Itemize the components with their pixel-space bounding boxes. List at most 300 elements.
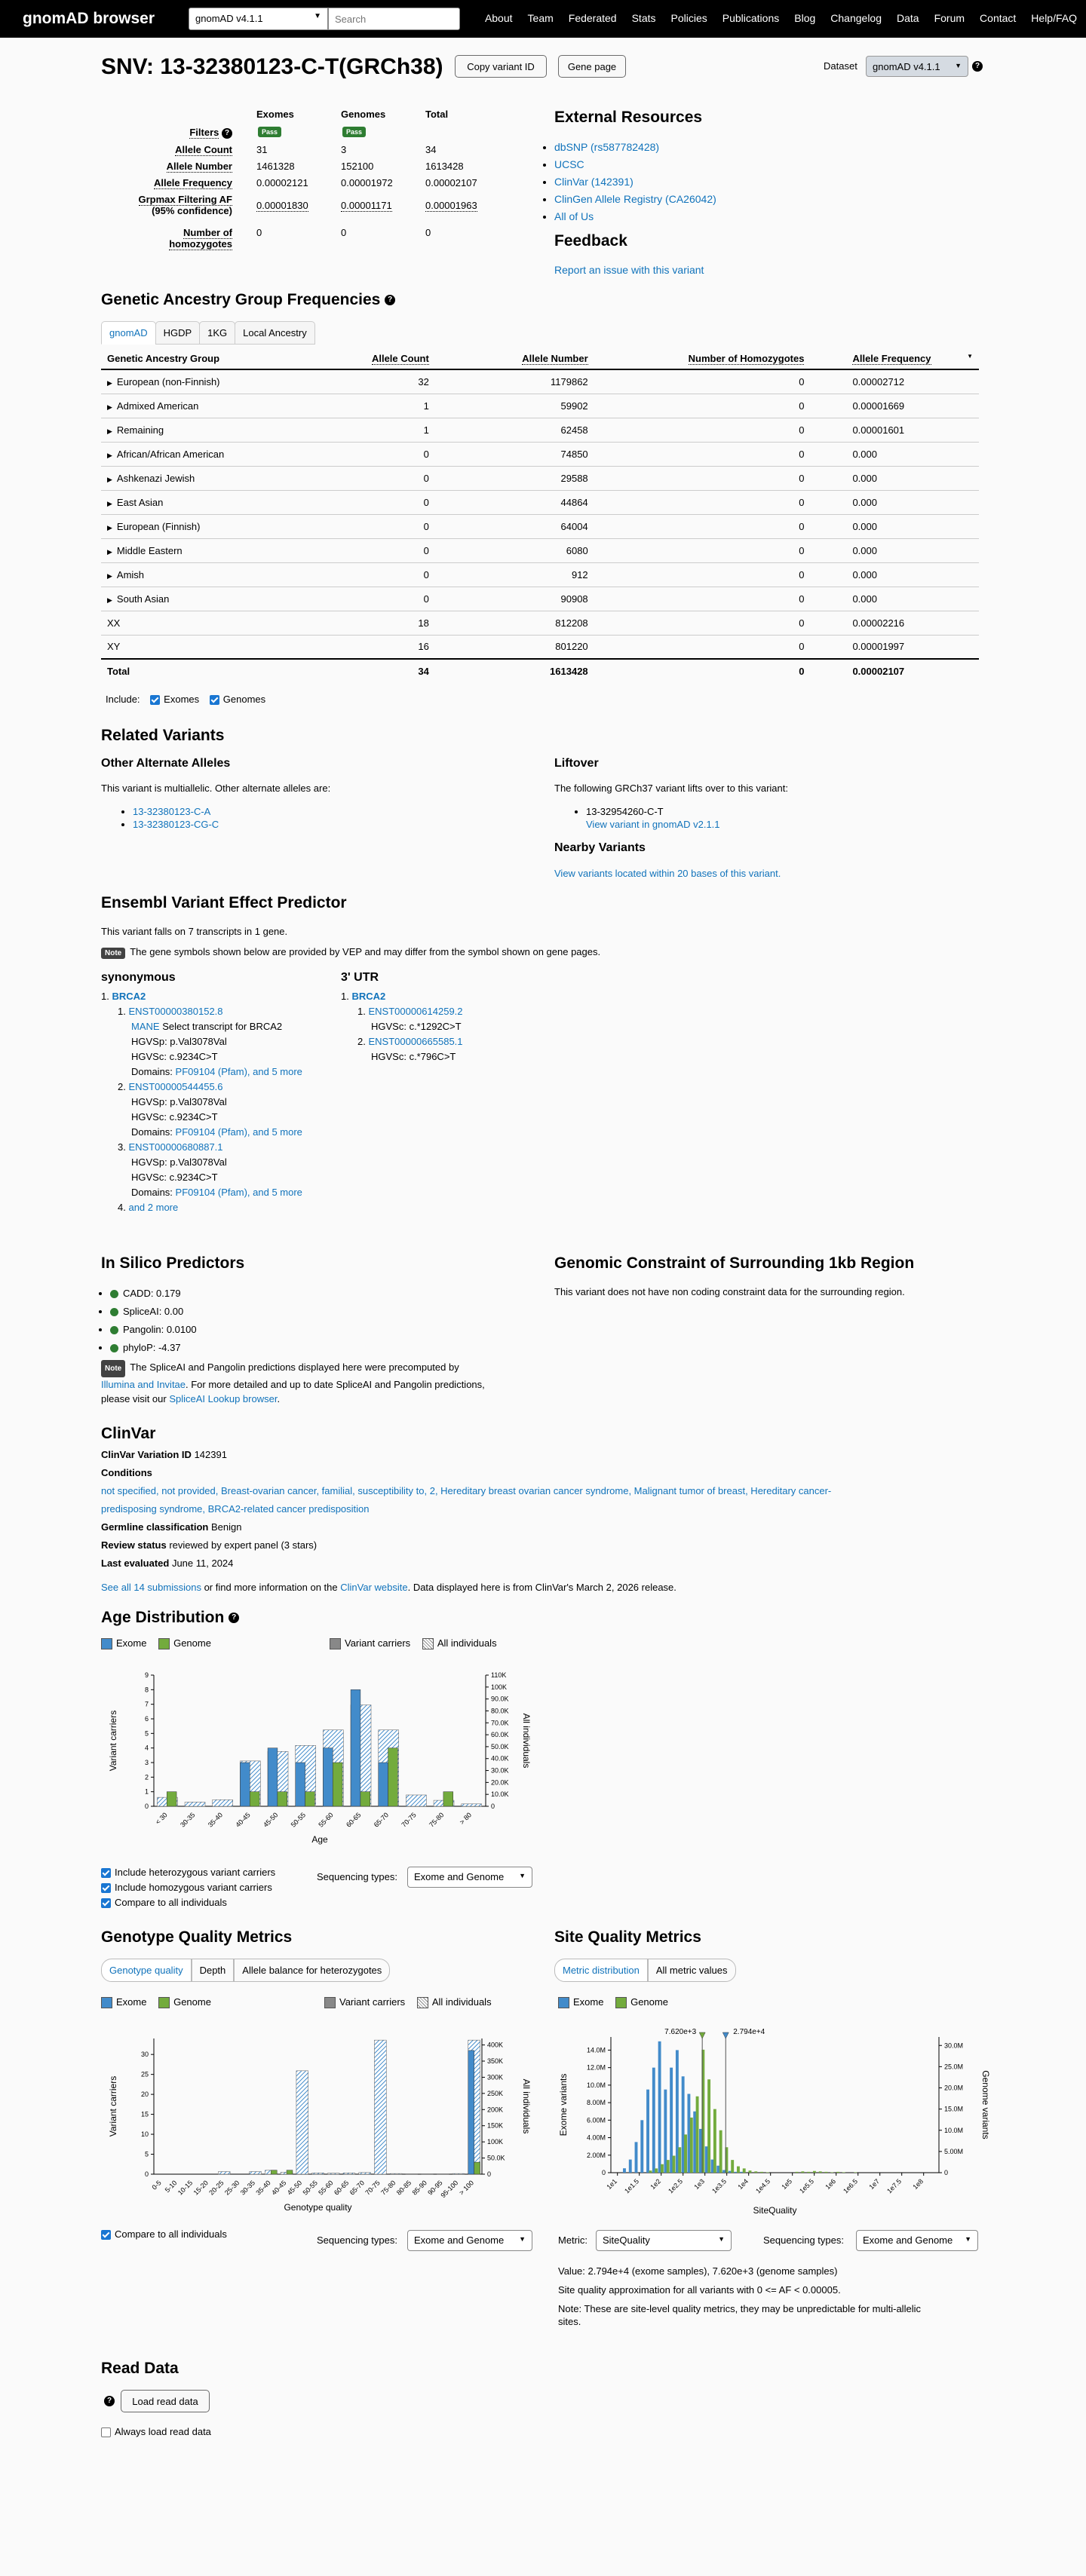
y2-tick-label: 30.0K	[491, 1766, 509, 1775]
feedback-title: Feedback	[554, 232, 627, 250]
x-tick-label: 1e6.5	[842, 2177, 860, 2195]
dataset-select[interactable]	[189, 8, 328, 30]
report-issue-link[interactable]: Report an issue with this variant	[554, 264, 704, 276]
y2-tick-label: 15.0M	[944, 2105, 964, 2113]
x-tick-label: 40-45	[270, 2179, 288, 2197]
constraint-text: This variant does not have non coding constraint data for the surrounding region.	[554, 1286, 905, 1297]
chevron-down-icon: ▼	[519, 1872, 526, 1879]
x-tick-label: 65-70	[348, 2179, 367, 2197]
expand-icon[interactable]: ▶	[107, 523, 112, 531]
expand-icon[interactable]: ▶	[107, 427, 112, 435]
y-tick-label: 25	[140, 2070, 149, 2078]
age-legend-2: Variant carriers All individuals	[330, 1637, 497, 1649]
table-cell: Remaining	[116, 424, 164, 436]
table-cell: 0.00002107	[852, 666, 905, 677]
x-axis-label: Genotype quality	[284, 2202, 352, 2213]
compare-all-checkbox[interactable]	[101, 1898, 111, 1908]
conditions-links[interactable]: predisposing syndrome, BRCA2-related cancer predisposition	[101, 1503, 370, 1515]
last-evaluated: June 11, 2024	[171, 1558, 234, 1569]
clinvar-title: ClinVar	[101, 1425, 156, 1442]
conditions-links[interactable]: not specified, not provided, Breast-ovarian cancer, familial, susceptibility to, 2, Hereditary breast ovarian cancer syndrome, Malignant tumor of breast, Hereditary cancer-	[101, 1485, 832, 1496]
phylop-value: phyloP: -4.37	[123, 1342, 181, 1353]
expand-icon[interactable]: ▶	[107, 378, 112, 387]
y2-axis-label: All individuals	[521, 2078, 532, 2134]
header-allele-count[interactable]: Allele Count	[316, 348, 435, 369]
pfam-link[interactable]: PF09104 (Pfam)	[175, 1126, 247, 1138]
table-cell: 6080	[566, 544, 588, 556]
synonymous-list: 1. BRCA2 1. ENST00000380152.8 MANE Select transcript for BRCA2 HGVSp: p.Val3078Val HGVSc: c.9234C>T Domains: PF09104 (Pfam), and 5 more 2. ENST00000544455.6 HGVSp: p.Val3078Val HGVSc: c.9234C>T Domains: PF09104 (Pfam), and 5 more 3. ENST00000680887.1 HGVSp: p.Val3078Val HGVSc: c.9234C>T Domains: PF09104 (Pfam), and 5 more 4. and 2 more	[101, 991, 302, 1213]
genome-bar	[707, 2079, 710, 2173]
y-tick-label: 1	[144, 1787, 149, 1796]
x-tick-label: 1e2.5	[667, 2177, 685, 2195]
x-tick-label: 35-40	[254, 2179, 272, 2197]
all-individuals-swatch	[422, 1638, 434, 1649]
exome-bar	[687, 2094, 690, 2173]
x-tick-label: 5-10	[163, 2179, 179, 2195]
hgvsc: HGVSc: c.9234C>T	[131, 1172, 218, 1183]
all-individuals-bar	[327, 2173, 339, 2174]
site-value-text: Value: 2.794e+4 (exome samples), 7.620e+3 (genome samples)	[558, 2265, 838, 2277]
domains-label: Domains:	[131, 1126, 173, 1138]
help-icon[interactable]: ?	[385, 295, 395, 305]
x-tick-label: 15-20	[192, 2179, 210, 2197]
site-metric-details	[558, 2262, 921, 2328]
y-axis-label: Variant carriers	[108, 1710, 118, 1772]
table-row[interactable]	[101, 394, 979, 418]
summary-value: 152100	[341, 161, 374, 172]
table-cell: 0.00002216	[852, 617, 905, 629]
genome-bar	[474, 2162, 480, 2174]
vep-note	[101, 946, 600, 959]
table-cell: Middle Eastern	[116, 544, 183, 556]
x-tick-label: 25-30	[222, 2179, 241, 2197]
nav-policies[interactable]: Policies	[670, 12, 707, 24]
genotype-quality-chart	[101, 2023, 554, 2219]
tab-hgdp[interactable]: HGDP	[155, 321, 201, 345]
include-controls	[106, 694, 265, 705]
all-individuals-bar	[374, 2040, 386, 2174]
site-note: sites.	[558, 2316, 581, 2327]
header-allele-number[interactable]: Allele Number	[435, 348, 594, 369]
x-tick-label: 1e1.5	[623, 2177, 641, 2195]
mane-link[interactable]: MANE	[131, 1021, 160, 1032]
all-individuals-bar	[462, 1804, 482, 1806]
pfam-link[interactable]: PF09104 (Pfam)	[175, 1066, 247, 1077]
genome-bar	[713, 2109, 716, 2173]
vep-note-text: The gene symbols shown below are provided by VEP and may differ from the symbol shown on gene pages.	[130, 946, 601, 957]
genome-bar	[696, 2097, 699, 2173]
load-read-data-button[interactable]: Load read data	[121, 2390, 210, 2412]
summary-row-label: Allele Count	[175, 144, 232, 155]
x-axis-label: SiteQuality	[753, 2205, 797, 2216]
table-cell: 0.00001997	[852, 641, 905, 653]
nav-federated[interactable]: Federated	[568, 12, 617, 24]
y-axis-label: Exome variants	[558, 2073, 569, 2136]
main-nav	[470, 12, 1077, 24]
transcript-link[interactable]: ENST00000680887.1	[128, 1141, 223, 1153]
include-genomes-checkbox[interactable]	[210, 695, 219, 705]
table-cell: 59902	[560, 400, 588, 412]
help-icon[interactable]: ?	[229, 1613, 239, 1623]
genome-bar	[333, 1763, 342, 1806]
clinvar-details: ClinVar Variation ID 142391 Conditions not specified, not provided, Breast-ovarian cancer, familial, susceptibility to, 2, Hereditary breast ovarian cancer syndrome, Malignant tumor of breast, Hereditary cancer- predisposing syndrome, BRCA2-related cancer predisposition Germline classification Benign Review status reviewed by expert panel (3 stars) Last evaluated June 11, 2024 See all 14 submissions or find more information on the ClinVar website. Data displayed here is from ClinVar's March 2, 2026 release.	[101, 1446, 983, 1597]
exome-bar	[323, 1748, 333, 1806]
summary-row-label: Grpmax Filtering AF (95% confidence)	[138, 194, 232, 216]
nav-publications[interactable]: Publications	[722, 12, 780, 24]
include-het-checkbox[interactable]	[101, 1868, 111, 1878]
exome-swatch	[101, 1638, 112, 1649]
x-tick-label: 90-95	[426, 2179, 444, 2197]
dataset-dropdown-value: gnomAD v4.1.1	[873, 61, 940, 72]
header-homozygotes[interactable]: Number of Homozygotes	[594, 348, 811, 369]
table-row[interactable]	[101, 369, 979, 394]
table-cell: 0	[423, 593, 429, 605]
gene-link-brca2[interactable]: BRCA2	[351, 991, 386, 1002]
include-exomes-checkbox[interactable]	[150, 695, 160, 705]
tab-all-metric-values[interactable]: All metric values	[648, 1959, 736, 1982]
and-more-link[interactable]: and 2 more	[128, 1202, 179, 1213]
pfam-link[interactable]: PF09104 (Pfam)	[175, 1187, 247, 1198]
expand-icon[interactable]: ▶	[107, 596, 112, 604]
all-individuals-bar	[218, 2172, 230, 2174]
table-cell: 0.00001601	[852, 424, 905, 436]
nearby-variants-title: Nearby Variants	[554, 841, 646, 854]
clingen-link[interactable]: ClinGen Allele Registry (CA26042)	[554, 193, 716, 205]
always-load-checkbox[interactable]	[101, 2427, 111, 2437]
y2-tick-label: 50.0K	[487, 2154, 505, 2162]
exome-bar	[629, 2160, 632, 2173]
nav-changelog[interactable]: Changelog	[830, 12, 882, 24]
ucsc-link[interactable]: UCSC	[554, 158, 584, 170]
nav-forum[interactable]: Forum	[934, 12, 965, 24]
status-dot-icon	[110, 1308, 118, 1316]
genome-bar	[388, 1748, 398, 1806]
chevron-down-icon: ▼	[314, 12, 321, 20]
y2-tick-label: 100K	[491, 1683, 508, 1691]
expand-icon[interactable]: ▶	[107, 499, 112, 507]
nav-blog[interactable]: Blog	[794, 12, 816, 24]
in-silico-list	[110, 1285, 197, 1357]
expand-icon[interactable]: ▶	[107, 403, 112, 411]
table-cell: 34	[418, 666, 429, 677]
review-status: reviewed by expert panel (3 stars)	[169, 1539, 318, 1551]
y2-tick-label: 5.00M	[944, 2147, 964, 2155]
x-tick-label: 75-80	[428, 1811, 446, 1829]
table-row[interactable]	[101, 442, 979, 466]
tab-depth[interactable]: Depth	[192, 1959, 235, 1982]
exome-bar	[468, 2051, 474, 2174]
genome-bar	[305, 1792, 315, 1806]
transcript-link[interactable]: ENST00000544455.6	[128, 1081, 223, 1092]
table-cell: 0	[423, 544, 429, 556]
see-all-submissions-link[interactable]: See all 14 submissions	[101, 1582, 201, 1593]
nav-about[interactable]: About	[484, 12, 513, 24]
germline-classification: Benign	[210, 1521, 242, 1533]
metric-select[interactable]: SiteQuality ▼	[596, 2230, 732, 2251]
expand-icon[interactable]: ▶	[107, 475, 112, 483]
table-cell: 1	[423, 400, 429, 412]
age-seq-select[interactable]: Exome and Genome ▼	[407, 1867, 532, 1888]
y2-tick-label: 60.0K	[491, 1731, 509, 1739]
table-row[interactable]	[101, 587, 979, 611]
all-of-us-link[interactable]: All of Us	[554, 210, 594, 222]
y-tick-label: 12.0M	[586, 2063, 606, 2072]
table-cell: 0	[799, 544, 805, 556]
header-ancestry-group[interactable]: Genetic Ancestry Group	[101, 348, 316, 369]
transcript-link[interactable]: ENST00000614259.2	[368, 1006, 463, 1017]
domains-label: Domains:	[131, 1187, 173, 1198]
tab-gnomad[interactable]: gnomAD	[101, 321, 156, 345]
site-quality-title: Site Quality Metrics	[554, 1928, 701, 1946]
y-tick-label: 2	[144, 1773, 149, 1781]
vep-summary: This variant falls on 7 transcripts in 1 gene.	[101, 926, 288, 937]
y-tick-label: 0	[144, 1803, 149, 1810]
gq-seq-label: Sequencing types:	[317, 2234, 397, 2246]
exome-bar	[716, 2166, 719, 2173]
tab-local-ancestry[interactable]: Local Ancestry	[235, 321, 315, 345]
table-cell: 0.000	[852, 472, 877, 484]
exome-bar	[711, 2160, 714, 2173]
exome-bar	[699, 2129, 702, 2173]
exome-bar	[705, 2146, 708, 2173]
expand-icon[interactable]: ▶	[107, 547, 112, 556]
table-row[interactable]	[101, 538, 979, 562]
utr-list: 1. BRCA2 1. ENST00000614259.2 HGVSc: c.*1292C>T 2. ENST00000665585.1 HGVSc: c.*796C>T	[341, 989, 463, 1064]
y2-tick-label: 110K	[491, 1671, 507, 1679]
x-tick-label: 75-80	[379, 2179, 397, 2197]
table-cell: 801220	[555, 641, 588, 653]
y2-tick-label: 40.0K	[491, 1754, 509, 1763]
table-cell: Total	[107, 666, 130, 677]
x-tick-label: 50-55	[289, 1811, 308, 1829]
dataset-dropdown[interactable]	[866, 56, 968, 77]
gq-seq-select[interactable]: Exome and Genome ▼	[407, 2230, 532, 2251]
sort-desc-icon: ▼	[967, 353, 973, 360]
marker-label: 7.620e+3	[664, 2028, 697, 2036]
genome-bar	[731, 2160, 734, 2173]
tab-metric-distribution[interactable]: Metric distribution	[554, 1959, 648, 1982]
note-badge: Note	[101, 1360, 125, 1377]
genome-bar	[749, 2170, 752, 2173]
tab-genotype-quality[interactable]: Genotype quality	[101, 1959, 192, 1982]
site-tabs	[554, 1959, 736, 1982]
allele-link[interactable]: 13-32380123-C-A	[133, 806, 211, 817]
tab-1kg[interactable]: 1KG	[199, 321, 235, 345]
x-tick-label: 35-40	[206, 1811, 225, 1829]
all-individuals-bar	[452, 2173, 465, 2174]
site-legend: Exome Genome	[558, 1996, 668, 2008]
y2-tick-label: 100K	[487, 2138, 504, 2146]
more-domains-link[interactable]: , and 5 more	[247, 1126, 302, 1138]
site-quality-chart	[554, 2014, 992, 2219]
genome-bar	[250, 1792, 259, 1806]
x-tick-label: 55-60	[317, 1811, 335, 1829]
x-tick-label: 60-65	[345, 1811, 363, 1829]
exome-swatch	[101, 1997, 112, 2008]
y-tick-label: 4.00M	[586, 2133, 606, 2142]
genome-bar	[673, 2156, 676, 2173]
help-icon[interactable]: ?	[972, 61, 983, 72]
table-cell: 0.000	[852, 568, 877, 580]
help-icon[interactable]: ?	[104, 2396, 115, 2406]
clinvar-website-link[interactable]: ClinVar website	[340, 1582, 408, 1593]
genome-bar	[443, 1792, 453, 1806]
nav-contact[interactable]: Contact	[980, 12, 1017, 24]
x-tick-label: 1e4	[736, 2177, 750, 2192]
table-row	[101, 659, 979, 683]
y-tick-label: 5	[144, 2150, 149, 2158]
nearby-variants-link[interactable]: View variants located within 20 bases of this variant.	[554, 868, 781, 879]
in-silico-note: Note The SpliceAI and Pangolin predictions displayed here were precomputed by Illumina and Invitae. For more detailed and up to date SpliceAI and Pangolin predictions, please visit our SpliceAI Lookup browser.	[101, 1362, 485, 1404]
spliceai-lookup-link[interactable]: SpliceAI Lookup browser	[169, 1393, 278, 1404]
y-tick-label: 2.00M	[586, 2151, 606, 2159]
gene-link-brca2[interactable]: BRCA2	[112, 991, 146, 1002]
table-row[interactable]	[101, 562, 979, 587]
dbsnp-link[interactable]: dbSNP (rs587782428)	[554, 141, 660, 153]
genome-bar	[661, 2164, 664, 2173]
exome-bar	[623, 2168, 626, 2173]
table-cell: 812208	[555, 617, 588, 629]
other-alleles-title: Other Alternate Alleles	[101, 757, 231, 770]
genome-bar	[836, 2172, 839, 2173]
include-genomes-label: Genomes	[222, 694, 266, 705]
compare-all-checkbox[interactable]	[101, 2230, 111, 2240]
value-marker-icon	[722, 2032, 729, 2038]
table-cell: Admixed American	[116, 400, 199, 412]
y-tick-label: 3	[144, 1759, 149, 1766]
x-tick-label: 70-75	[400, 1811, 418, 1829]
x-tick-label: 0-5	[150, 2179, 163, 2192]
copy-variant-id-button[interactable]: Copy variant ID	[455, 55, 547, 78]
table-cell: XX	[107, 617, 121, 629]
all-individuals-bar	[185, 1802, 205, 1806]
y2-tick-label: 20.0K	[491, 1778, 509, 1787]
hgvsp: HGVSp: p.Val3078Val	[131, 1036, 227, 1047]
table-cell: 0	[423, 448, 429, 460]
x-tick-label: 40-45	[234, 1811, 252, 1829]
exome-bar	[646, 2090, 649, 2173]
constraint-title: Genomic Constraint of Surrounding 1kb Region	[554, 1254, 915, 1272]
x-tick-label: 45-50	[262, 1811, 280, 1829]
domains-label: Domains:	[131, 1066, 173, 1077]
related-variants-title: Related Variants	[101, 727, 225, 744]
mane-text: Select transcript for BRCA2	[162, 1021, 283, 1032]
table-row[interactable]	[101, 490, 979, 514]
allele-link[interactable]: 13-32380123-CG-C	[133, 819, 219, 830]
expand-icon[interactable]: ▶	[107, 451, 112, 459]
liftover-text: The following GRCh37 variant lifts over to this variant:	[554, 783, 788, 794]
ancestry-tabs	[101, 321, 314, 345]
illumina-link[interactable]: Illumina and Invitae	[101, 1379, 186, 1390]
x-tick-label: 65-70	[372, 1811, 391, 1829]
liftover-title: Liftover	[554, 757, 599, 770]
summary-row-label: Allele Frequency	[153, 177, 232, 188]
more-domains-link[interactable]: , and 5 more	[247, 1066, 302, 1077]
y2-tick-label: 25.0M	[944, 2063, 964, 2071]
y2-axis-label: Genome variants	[980, 2070, 991, 2140]
help-icon[interactable]: ?	[222, 128, 232, 139]
y-tick-label: 4	[144, 1744, 149, 1752]
transcript-link[interactable]: ENST00000665585.1	[368, 1036, 463, 1047]
genome-bar	[743, 2168, 746, 2173]
nav-help[interactable]: Help/FAQ	[1031, 12, 1077, 24]
table-cell: 0	[423, 520, 429, 532]
genome-bar	[754, 2171, 757, 2173]
summary-value: 31	[256, 144, 268, 155]
y-tick-label: 15	[140, 2110, 149, 2118]
x-tick-label: 1e4.5	[754, 2177, 772, 2195]
table-cell: 0	[799, 472, 805, 484]
table-cell: European (Finnish)	[116, 520, 201, 532]
search-input[interactable]	[328, 8, 460, 30]
y-tick-label: 14.0M	[586, 2046, 606, 2054]
genome-bar	[667, 2160, 670, 2173]
gene-page-button[interactable]: Gene page	[558, 55, 626, 78]
table-row	[101, 611, 979, 635]
hgvsp: HGVSp: p.Val3078Val	[131, 1156, 227, 1168]
exome-bar	[735, 2172, 738, 2173]
more-domains-link[interactable]: , and 5 more	[247, 1187, 302, 1198]
table-cell: 0	[799, 593, 805, 605]
include-hom-checkbox[interactable]	[101, 1883, 111, 1893]
table-cell: 0.00002712	[852, 375, 905, 387]
summary-value: 1613428	[425, 161, 464, 172]
brand-logo[interactable]: gnomAD browser	[23, 10, 155, 27]
site-seq-select[interactable]: Exome and Genome ▼	[856, 2230, 978, 2251]
table-cell: 0	[423, 472, 429, 484]
y-tick-label: 30	[140, 2051, 149, 2059]
nav-data[interactable]: Data	[897, 12, 919, 24]
view-in-v2-link[interactable]: View variant in gnomAD v2.1.1	[586, 819, 720, 830]
table-row[interactable]	[101, 418, 979, 442]
transcript-link[interactable]: ENST00000380152.8	[128, 1006, 223, 1017]
table-row[interactable]	[101, 514, 979, 538]
nav-team[interactable]: Team	[527, 12, 554, 24]
y2-tick-label: 350K	[487, 2057, 504, 2065]
y2-tick-label: 250K	[487, 2089, 504, 2097]
x-tick-label: 1e2	[649, 2177, 663, 2192]
table-cell: 0.000	[852, 544, 877, 556]
summary-value: 34	[425, 144, 437, 155]
genotype-tabs	[101, 1959, 390, 1982]
header-allele-frequency[interactable]: Allele Frequency ▼	[810, 348, 979, 369]
genome-bar	[678, 2147, 681, 2173]
genome-bar	[167, 1792, 176, 1806]
col-exomes: Exomes	[256, 109, 294, 120]
multiallelic-text: This variant is multiallelic. Other alternate alleles are:	[101, 783, 331, 794]
y-axis-label: Variant carriers	[108, 2075, 118, 2137]
y2-tick-label: 0	[944, 2169, 949, 2176]
page-title: SNV: 13-32380123-C-T(GRCh38)	[101, 54, 443, 79]
age-distribution-chart	[101, 1663, 554, 1852]
summary-value: 0	[341, 227, 347, 238]
table-row[interactable]	[101, 466, 979, 490]
exome-bar	[664, 2090, 667, 2173]
tab-allele-balance[interactable]: Allele balance for heterozygotes	[234, 1959, 390, 1982]
y-tick-label: 9	[144, 1671, 149, 1679]
clinvar-link[interactable]: ClinVar (142391)	[554, 176, 634, 188]
clinvar-id: 142391	[194, 1449, 227, 1460]
table-cell: 0.000	[852, 593, 877, 605]
y2-tick-label: 10.0K	[491, 1790, 509, 1799]
liftover-variant: 13-32954260-C-T	[586, 806, 664, 817]
nav-stats[interactable]: Stats	[631, 12, 656, 24]
expand-icon[interactable]: ▶	[107, 571, 112, 580]
y-tick-label: 0	[144, 2170, 149, 2178]
summary-value: 3	[341, 144, 347, 155]
col-genomes: Genomes	[341, 109, 386, 120]
y-tick-label: 6	[144, 1715, 149, 1723]
